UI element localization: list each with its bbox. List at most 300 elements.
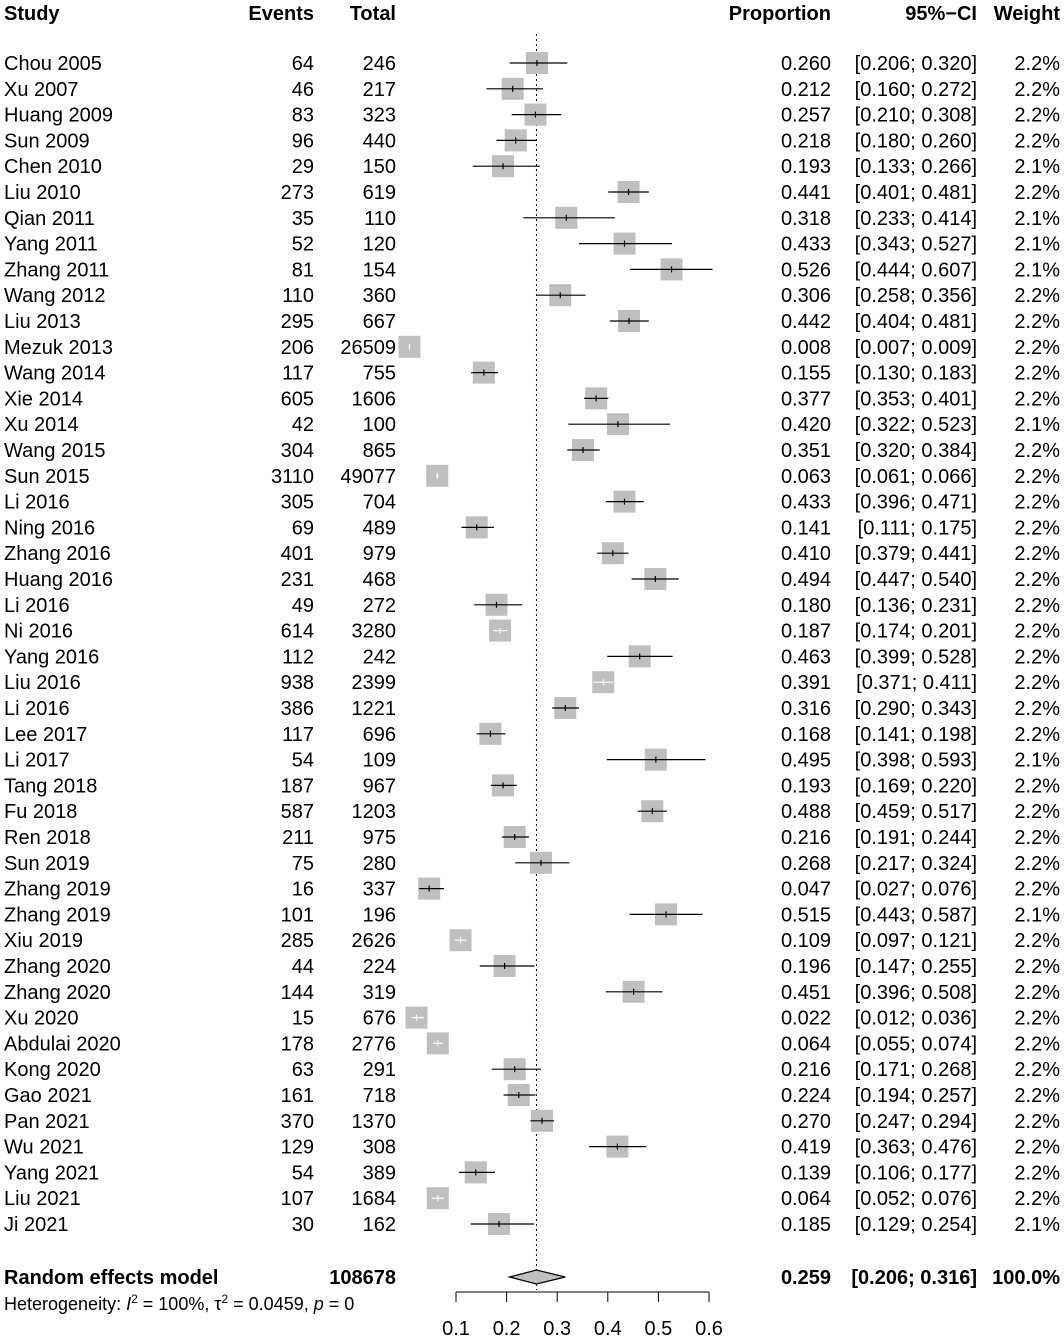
study-total: 2399 (351, 672, 396, 695)
header-ci: 95%−CI (905, 3, 977, 25)
study-row (4, 645, 1060, 668)
study-ci: [0.130; 0.183] (854, 362, 977, 385)
header-row (4, 3, 1060, 25)
study-proportion: 0.268 (780, 852, 831, 875)
study-weight: 2.2% (1014, 956, 1060, 978)
study-proportion: 0.155 (780, 362, 831, 385)
study-events: 110 (282, 285, 314, 308)
study-events: 386 (280, 698, 314, 720)
study-events: 305 (280, 491, 314, 514)
study-total: 26509 (340, 336, 396, 359)
study-events: 30 (291, 1214, 314, 1236)
study-events: 69 (291, 517, 314, 540)
study-weight: 2.2% (1014, 311, 1060, 333)
study-weight: 2.2% (1014, 930, 1060, 953)
study-total: 975 (362, 827, 396, 849)
study-total: 667 (362, 311, 396, 333)
study-weight: 2.2% (1014, 78, 1060, 101)
study-proportion: 0.463 (780, 646, 831, 669)
study-row (4, 181, 1060, 204)
study-total: 718 (362, 1085, 396, 1107)
study-name: Xu 2014 (4, 414, 79, 437)
study-ci: [0.133; 0.266] (854, 156, 977, 179)
study-ci: [0.343; 0.527] (854, 233, 977, 256)
study-proportion: 0.316 (780, 698, 831, 720)
study-ci: [0.447; 0.540] (854, 569, 977, 591)
study-name: Xu 2020 (4, 1007, 79, 1030)
study-weight: 2.2% (1014, 362, 1060, 385)
study-weight: 2.1% (1014, 259, 1060, 282)
study-row (4, 129, 1060, 152)
x-axis (442, 1292, 723, 1339)
study-ci: [0.444; 0.607] (854, 259, 977, 282)
study-ci: [0.141; 0.198] (854, 723, 977, 746)
study-row (4, 258, 1060, 281)
study-name: Zhang 2016 (4, 543, 111, 566)
study-weight: 2.1% (1014, 904, 1060, 927)
study-events: 29 (291, 156, 314, 179)
study-weight: 2.2% (1014, 1162, 1060, 1185)
study-weight: 2.2% (1014, 672, 1060, 695)
study-ci: [0.129; 0.254] (854, 1214, 977, 1236)
study-total: 1203 (351, 801, 396, 824)
study-ci: [0.210; 0.308] (854, 104, 977, 127)
study-ci: [0.160; 0.272] (854, 78, 977, 101)
study-ci: [0.097; 0.121] (854, 930, 977, 953)
study-weight: 2.2% (1014, 698, 1060, 720)
study-total: 755 (362, 362, 396, 385)
study-ci: [0.247; 0.294] (854, 1110, 977, 1133)
study-row (4, 774, 1060, 797)
study-name: Gao 2021 (4, 1085, 92, 1107)
study-name: Yang 2011 (4, 233, 98, 256)
study-ci: [0.258; 0.356] (854, 285, 977, 308)
study-events: 938 (280, 672, 314, 695)
study-total: 865 (362, 440, 396, 462)
study-proportion: 0.526 (780, 259, 831, 282)
study-events: 83 (291, 104, 314, 127)
study-ci: [0.061; 0.066] (854, 465, 977, 488)
study-ci: [0.136; 0.231] (854, 594, 977, 617)
study-name: Xie 2014 (4, 388, 83, 411)
study-events: 285 (280, 930, 314, 953)
study-events: 54 (291, 749, 314, 772)
study-proportion: 0.141 (780, 517, 831, 540)
study-name: Fu 2018 (4, 801, 78, 824)
study-ci: [0.290; 0.343] (854, 698, 977, 720)
study-ci: [0.106; 0.177] (854, 1162, 977, 1185)
study-proportion: 0.433 (780, 491, 831, 514)
study-events: 101 (280, 904, 314, 927)
study-proportion: 0.420 (780, 414, 831, 437)
study-row (4, 1213, 1060, 1236)
study-name: Tang 2018 (4, 775, 98, 798)
study-row (4, 620, 1060, 643)
study-events: 35 (291, 207, 314, 230)
study-ci: [0.174; 0.201] (854, 620, 977, 643)
study-ci: [0.353; 0.401] (854, 388, 977, 411)
study-weight: 2.2% (1014, 130, 1060, 153)
study-total: 979 (362, 543, 396, 566)
study-row (4, 749, 1060, 772)
study-name: Sun 2015 (4, 465, 90, 488)
study-ci: [0.180; 0.260] (854, 130, 977, 153)
study-proportion: 0.377 (780, 388, 831, 411)
study-events: 96 (291, 130, 314, 153)
study-weight: 2.2% (1014, 594, 1060, 617)
study-weight: 2.1% (1014, 233, 1060, 256)
study-proportion: 0.351 (780, 440, 831, 462)
study-name: Ren 2018 (4, 827, 91, 849)
study-weight: 2.2% (1014, 569, 1060, 591)
study-total: 2626 (351, 930, 396, 953)
study-proportion: 0.187 (780, 620, 831, 643)
study-total: 1370 (351, 1110, 396, 1133)
study-row (4, 155, 1060, 178)
study-name: Wang 2014 (4, 362, 106, 385)
study-ci: [0.399; 0.528] (854, 646, 977, 669)
x-axis-tick-label: 0.1 (442, 1318, 470, 1339)
study-row (4, 78, 1060, 101)
study-row (4, 310, 1060, 333)
study-ci: [0.055; 0.074] (854, 1033, 977, 1056)
study-name: Li 2017 (4, 749, 70, 772)
study-weight: 2.1% (1014, 414, 1060, 437)
study-proportion: 0.212 (780, 78, 831, 101)
study-row (4, 1187, 1060, 1210)
study-name: Yang 2016 (4, 646, 100, 669)
study-name: Zhang 2019 (4, 878, 111, 901)
study-name: Li 2016 (4, 491, 70, 514)
study-row (4, 671, 1060, 694)
study-weight: 2.2% (1014, 646, 1060, 669)
study-ci: [0.217; 0.324] (854, 852, 977, 875)
x-axis-tick-label: 0.2 (492, 1318, 521, 1339)
study-ci: [0.111; 0.175] (857, 517, 977, 540)
study-events: 144 (280, 981, 314, 1004)
study-total: 280 (362, 852, 396, 875)
study-events: 370 (280, 1110, 314, 1133)
study-proportion: 0.109 (780, 930, 831, 953)
study-name: Pan 2021 (4, 1110, 90, 1133)
study-weight: 2.1% (1014, 207, 1060, 230)
study-total: 109 (362, 749, 396, 772)
study-events: 64 (291, 53, 314, 75)
summary-total: 108678 (329, 1267, 396, 1289)
study-weight: 2.2% (1014, 1136, 1060, 1159)
study-proportion: 0.306 (780, 285, 831, 308)
study-row (4, 697, 1060, 720)
study-events: 117 (282, 723, 314, 746)
study-name: Ji 2021 (4, 1214, 69, 1236)
heterogeneity-text: Heterogeneity: $I^2 = 100\%$, $\tau^2 = 0.0459$, p = 0 (4, 1292, 355, 1314)
study-row (4, 542, 1060, 565)
study-events: 49 (291, 594, 314, 617)
study-row (4, 516, 1060, 539)
study-total: 154 (362, 259, 396, 282)
study-proportion: 0.185 (780, 1214, 831, 1236)
study-events: 46 (291, 78, 314, 101)
header-events: Events (248, 3, 314, 25)
study-name: Chen 2010 (4, 156, 102, 179)
study-total: 100 (362, 414, 396, 437)
study-proportion: 0.008 (780, 336, 831, 359)
study-total: 272 (362, 594, 396, 617)
study-events: 42 (291, 414, 314, 437)
study-total: 162 (362, 1214, 396, 1236)
summary-weight: 100.0% (992, 1267, 1060, 1289)
study-events: 304 (280, 440, 314, 462)
study-ci: [0.398; 0.593] (854, 749, 977, 772)
study-name: Liu 2016 (4, 672, 81, 695)
header-study: Study (4, 3, 60, 25)
study-ci: [0.379; 0.441] (854, 543, 977, 566)
summary-row (4, 1267, 1060, 1289)
study-total: 440 (362, 130, 396, 153)
study-total: 308 (362, 1136, 396, 1159)
study-events: 81 (291, 259, 314, 282)
study-name: Lee 2017 (4, 723, 88, 746)
study-name: Wang 2015 (4, 440, 106, 462)
study-total: 676 (362, 1007, 396, 1030)
study-ci: [0.012; 0.036] (854, 1007, 977, 1030)
study-row (4, 284, 1060, 307)
study-ci: [0.371; 0.411] (856, 672, 977, 695)
study-total: 224 (362, 956, 396, 978)
study-name: Liu 2010 (4, 182, 81, 204)
study-row (4, 104, 1060, 127)
study-weight: 2.2% (1014, 53, 1060, 75)
study-total: 323 (362, 104, 396, 127)
study-proportion: 0.063 (780, 465, 831, 488)
study-total: 696 (362, 723, 396, 746)
study-total: 468 (362, 569, 396, 591)
study-proportion: 0.410 (780, 543, 831, 566)
study-weight: 2.1% (1014, 156, 1060, 179)
study-weight: 2.2% (1014, 827, 1060, 849)
study-total: 217 (362, 78, 396, 101)
study-name: Ning 2016 (4, 517, 96, 540)
study-ci: [0.320; 0.384] (854, 440, 977, 462)
study-events: 75 (291, 852, 314, 875)
study-name: Mezuk 2013 (4, 336, 113, 359)
study-row (4, 1032, 1060, 1055)
study-total: 150 (362, 156, 396, 179)
study-total: 1606 (351, 388, 396, 411)
study-row (4, 955, 1060, 978)
study-name: Yang 2021 (4, 1162, 100, 1185)
study-total: 291 (362, 1059, 396, 1082)
study-ci: [0.169; 0.220] (854, 775, 977, 798)
study-row (4, 233, 1060, 256)
study-row (4, 800, 1060, 823)
study-weight: 2.2% (1014, 517, 1060, 540)
study-weight: 2.2% (1014, 1188, 1060, 1211)
x-axis-tick-label: 0.3 (543, 1318, 572, 1339)
study-proportion: 0.168 (780, 723, 831, 746)
study-weight: 2.1% (1014, 1214, 1060, 1236)
study-events: 3110 (270, 465, 314, 488)
study-ci: [0.363; 0.476] (854, 1136, 977, 1159)
study-name: Liu 2013 (4, 311, 81, 333)
study-row (4, 929, 1060, 952)
study-proportion: 0.270 (780, 1110, 831, 1133)
study-total: 389 (362, 1162, 396, 1185)
study-row (4, 491, 1060, 514)
study-name: Zhang 2019 (4, 904, 111, 927)
study-weight: 2.2% (1014, 852, 1060, 875)
study-proportion: 0.515 (780, 904, 831, 927)
study-ci: [0.322; 0.523] (854, 414, 977, 437)
study-weight: 2.2% (1014, 543, 1060, 566)
study-total: 242 (362, 646, 396, 669)
study-weight: 2.2% (1014, 1059, 1060, 1082)
study-total: 619 (362, 182, 396, 204)
study-name: Sun 2009 (4, 130, 90, 153)
study-events: 295 (280, 311, 314, 333)
study-proportion: 0.139 (780, 1162, 831, 1185)
study-name: Li 2016 (4, 698, 70, 720)
study-total: 1684 (351, 1188, 396, 1211)
study-ci: [0.396; 0.471] (854, 491, 977, 514)
study-total: 704 (362, 491, 396, 514)
study-row (4, 52, 1060, 75)
study-events: 52 (291, 233, 314, 256)
study-proportion: 0.218 (780, 130, 831, 153)
study-proportion: 0.224 (780, 1085, 831, 1107)
study-total: 120 (362, 233, 396, 256)
study-proportion: 0.488 (780, 801, 831, 824)
header-proportion: Proportion (728, 3, 831, 25)
study-weight: 2.2% (1014, 801, 1060, 824)
study-proportion: 0.193 (780, 156, 831, 179)
study-name: Ni 2016 (4, 620, 73, 643)
study-weight: 2.2% (1014, 878, 1060, 901)
study-total: 489 (362, 517, 396, 540)
study-row (4, 594, 1060, 617)
study-ci: [0.027; 0.076] (854, 878, 977, 901)
study-weight: 2.2% (1014, 491, 1060, 514)
study-proportion: 0.433 (780, 233, 831, 256)
study-weight: 2.2% (1014, 620, 1060, 643)
study-proportion: 0.193 (780, 775, 831, 798)
study-weight: 2.2% (1014, 440, 1060, 462)
study-total: 3280 (351, 620, 396, 643)
study-weight: 2.2% (1014, 182, 1060, 204)
study-weight: 2.2% (1014, 388, 1060, 411)
study-name: Zhang 2020 (4, 981, 111, 1004)
study-events: 401 (280, 543, 314, 566)
study-name: Chou 2005 (4, 53, 102, 75)
x-axis-tick-label: 0.4 (593, 1318, 622, 1339)
study-name: Zhang 2020 (4, 956, 111, 978)
study-row (4, 1058, 1060, 1081)
study-name: Zhang 2011 (4, 259, 110, 282)
study-name: Xu 2007 (4, 78, 79, 101)
study-events: 129 (280, 1136, 314, 1159)
study-events: 211 (282, 827, 314, 849)
study-name: Qian 2011 (4, 207, 95, 230)
study-row (4, 336, 1060, 359)
study-name: Wu 2021 (4, 1136, 84, 1159)
study-ci: [0.401; 0.481] (854, 182, 977, 204)
study-proportion: 0.180 (780, 594, 831, 617)
study-ci: [0.443; 0.587] (854, 904, 977, 927)
study-weight: 2.2% (1014, 775, 1060, 798)
study-events: 44 (291, 956, 314, 978)
study-row (4, 413, 1060, 436)
study-row (4, 826, 1060, 849)
study-events: 54 (291, 1162, 314, 1185)
summary-proportion: 0.259 (780, 1267, 831, 1289)
summary-label: Random effects model (4, 1267, 219, 1289)
study-proportion: 0.451 (780, 981, 831, 1004)
study-row (4, 1161, 1060, 1184)
summary-ci: [0.206; 0.316] (851, 1267, 977, 1289)
study-row (4, 1084, 1060, 1107)
study-events: 605 (280, 388, 314, 411)
study-events: 273 (280, 182, 314, 204)
study-events: 614 (280, 620, 314, 643)
study-name: Xiu 2019 (4, 930, 83, 953)
study-total: 2776 (351, 1033, 396, 1056)
study-name: Abdulai 2020 (4, 1033, 121, 1056)
study-name: Li 2016 (4, 594, 70, 617)
study-proportion: 0.022 (780, 1007, 831, 1030)
study-weight: 2.2% (1014, 285, 1060, 308)
study-ci: [0.171; 0.268] (854, 1059, 977, 1082)
header-weight: Weight (993, 3, 1060, 25)
study-total: 337 (362, 878, 396, 901)
study-weight: 2.2% (1014, 1007, 1060, 1030)
study-weight: 2.2% (1014, 104, 1060, 127)
study-weight: 2.2% (1014, 981, 1060, 1004)
study-row (4, 387, 1060, 410)
study-total: 49077 (340, 465, 396, 488)
study-events: 178 (280, 1033, 314, 1056)
study-row (4, 207, 1060, 230)
study-proportion: 0.419 (780, 1136, 831, 1159)
study-weight: 2.2% (1014, 1033, 1060, 1056)
study-proportion: 0.047 (780, 878, 831, 901)
study-name: Wang 2012 (4, 285, 106, 308)
study-events: 206 (280, 336, 314, 359)
study-row (4, 1136, 1060, 1159)
study-events: 161 (280, 1085, 314, 1107)
study-row (4, 903, 1060, 926)
study-total: 1221 (351, 698, 396, 720)
study-total: 319 (362, 981, 396, 1004)
study-ci: [0.194; 0.257] (854, 1085, 977, 1107)
study-proportion: 0.216 (780, 1059, 831, 1082)
study-proportion: 0.260 (780, 53, 831, 75)
study-name: Kong 2020 (4, 1059, 101, 1082)
study-row (4, 1110, 1060, 1133)
study-events: 117 (282, 362, 314, 385)
study-row (4, 878, 1060, 901)
study-weight: 2.1% (1014, 749, 1060, 772)
study-row (4, 981, 1060, 1004)
study-proportion: 0.442 (780, 311, 831, 333)
study-total: 360 (362, 285, 396, 308)
study-proportion: 0.064 (780, 1033, 831, 1056)
study-total: 967 (362, 775, 396, 798)
study-proportion: 0.441 (780, 182, 831, 204)
study-row (4, 362, 1060, 385)
study-rows (4, 52, 1060, 1236)
study-events: 16 (291, 878, 314, 901)
study-name: Liu 2021 (4, 1188, 81, 1211)
